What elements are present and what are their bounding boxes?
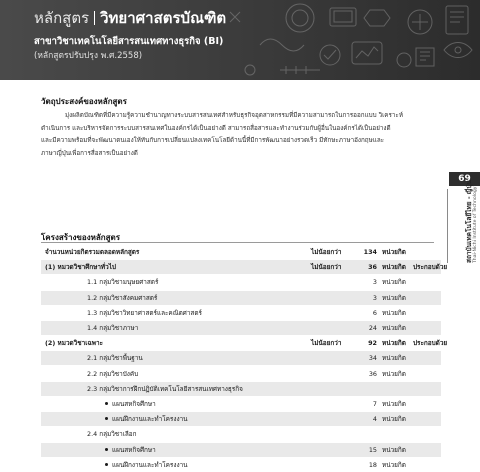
row-label: แผนฝึกงานและทำโครงงาน [112,460,188,469]
row-label: 2.4 กลุ่มวิชาเลือก [87,430,137,439]
structure-row [41,351,441,365]
page-title [34,9,226,27]
row-unit: หน่วยกิต [382,248,406,256]
row-condition: ไม่น้อยกว่า [311,248,342,256]
structure-row [41,397,441,411]
row-label: 2.2 กลุ่มวิชาบังคับ [87,369,139,378]
bullet-icon [105,417,108,420]
title-light: หลักสูตร [34,9,90,27]
structure-row [41,382,441,396]
structure-row [41,443,441,457]
row-credits: 24 [368,324,377,332]
institution-name: สถาบันเทคโนโลยีไทย - ญี่ปุ่น [465,180,473,263]
header-banner [0,0,480,80]
bullet-icon [105,448,108,451]
structure-row [41,427,441,441]
row-note: ประกอบด้วย [413,339,448,348]
row-unit: หน่วยกิต [382,293,406,302]
row-unit: หน่วยกิต [382,354,406,363]
side-institution [452,180,478,263]
row-label: 1.2 กลุ่มวิชาสังคมศาสตร์ [87,293,158,302]
row-label: แผนสหกิจศึกษา [112,445,156,454]
row-unit: หน่วยกิต [382,460,406,469]
row-note: ประกอบด้วย [413,263,448,272]
row-unit: หน่วยกิต [382,324,406,332]
structure-row [41,321,441,335]
structure-heading: โครงสร้างของหลักสูตร [41,233,121,242]
row-unit: หน่วยกิต [382,369,406,378]
structure-row [41,336,448,350]
page-number: 69 [449,172,480,186]
row-credits: 4 [372,415,377,424]
structure-row [41,367,441,381]
title-bold: วิทยาศาสตรบัณฑิต [100,9,227,27]
row-unit: หน่วยกิต [382,278,406,287]
row-credits: 15 [368,445,377,454]
row-condition: ไม่น้อยกว่า [311,263,342,272]
row-label-wrap [105,443,156,457]
row-label: แผนฝึกงานและทำโครงงาน [112,415,188,424]
row-credits: 34 [368,354,377,363]
objectives-line: ดำเนินการ และบริหารจัดการระบบสารสนเทศในองค์กรได้เป็นอย่างดี สามารถสื่อสารและทำงานร่วมกับผู้อื่นในองค์กรได้เป็นอย่างดี [41,124,391,132]
row-label: (2) หมวดวิชาเฉพาะ [45,339,103,348]
row-credits: 18 [368,460,377,469]
row-credits: 3 [372,278,377,287]
institution-name-english: Thai-Nichi Institute of Technology [473,186,478,263]
major-name: สาขาวิชาเทคโนโลยีสารสนเทศทางธุรกิจ (BI) [34,36,224,47]
row-credits: 36 [368,369,377,378]
objectives-paragraph [41,110,434,160]
row-label: แผนสหกิจศึกษา [112,400,156,408]
objectives-heading: วัตถุประสงค์ของหลักสูตร [41,97,127,106]
structure-row [41,275,441,289]
row-credits: 7 [372,400,377,408]
row-credits: 36 [368,263,377,272]
row-label-wrap [105,397,156,411]
structure-row [41,260,448,274]
objectives-line: มุ่งผลิตบัณฑิตที่มีความรู้ความชำนาญทางระบบสารสนเทศสำหรับธุรกิจอุตสาหกรรมที่มีความสามารถในการออกแบบ วิเคราะห์ [65,112,403,119]
row-credits: 92 [368,339,377,348]
row-credits: 3 [372,293,377,302]
row-label: 1.3 กลุ่มวิชาวิทยาศาสตร์และคณิตศาสตร์ [87,308,202,317]
bullet-icon [105,402,108,405]
row-unit: หน่วยกิต [382,445,406,454]
structure-row [41,458,441,472]
structure-row [41,306,441,320]
row-credits: 134 [363,248,377,256]
row-unit: หน่วยกิต [382,415,406,424]
row-label: 2.3 กลุ่มวิชาการฝึกปฏิบัติเทคโนโลยีสารสนเทศทางธุรกิจ [87,384,243,393]
row-credits: 6 [372,308,377,317]
row-label: 2.1 กลุ่มวิชาพื้นฐาน [87,354,143,363]
structure-row [41,412,441,426]
row-unit: หน่วยกิต [382,263,406,272]
structure-row [41,245,441,259]
row-condition: ไม่น้อยกว่า [311,339,342,348]
title-separator [94,11,95,25]
row-label: จำนวนหน่วยกิตรวมตลอดหลักสูตร [45,248,140,256]
objectives-line: และมีความพร้อมที่จะพัฒนาตนเองให้ทันกับการเปลี่ยนแปลงเทคโนโลยีด้านนี้ที่มีการพัฒนาอย่างรวดเร็ว มีทักษะภาษาอังกฤษและ [41,137,385,144]
structure-divider [41,242,434,243]
side-divider [447,189,448,263]
row-unit: หน่วยกิต [382,339,406,348]
row-label: 1.4 กลุ่มวิชาภาษา [87,324,139,332]
bullet-icon [105,463,108,466]
row-label: (1) หมวดวิชาศึกษาทั่วไป [45,263,116,272]
structure-row [41,291,441,305]
row-unit: หน่วยกิต [382,308,406,317]
row-label: 1.1 กลุ่มวิชามนุษยศาสตร์ [87,278,159,287]
row-unit: หน่วยกิต [382,400,406,408]
curriculum-revision: (หลักสูตรปรับปรุง พ.ศ.2558) [34,51,143,61]
row-label-wrap [105,458,188,472]
row-label-wrap [105,412,188,426]
objectives-line: ภาษาญี่ปุ่นเพื่อการสื่อสารเป็นอย่างดี [41,149,138,157]
